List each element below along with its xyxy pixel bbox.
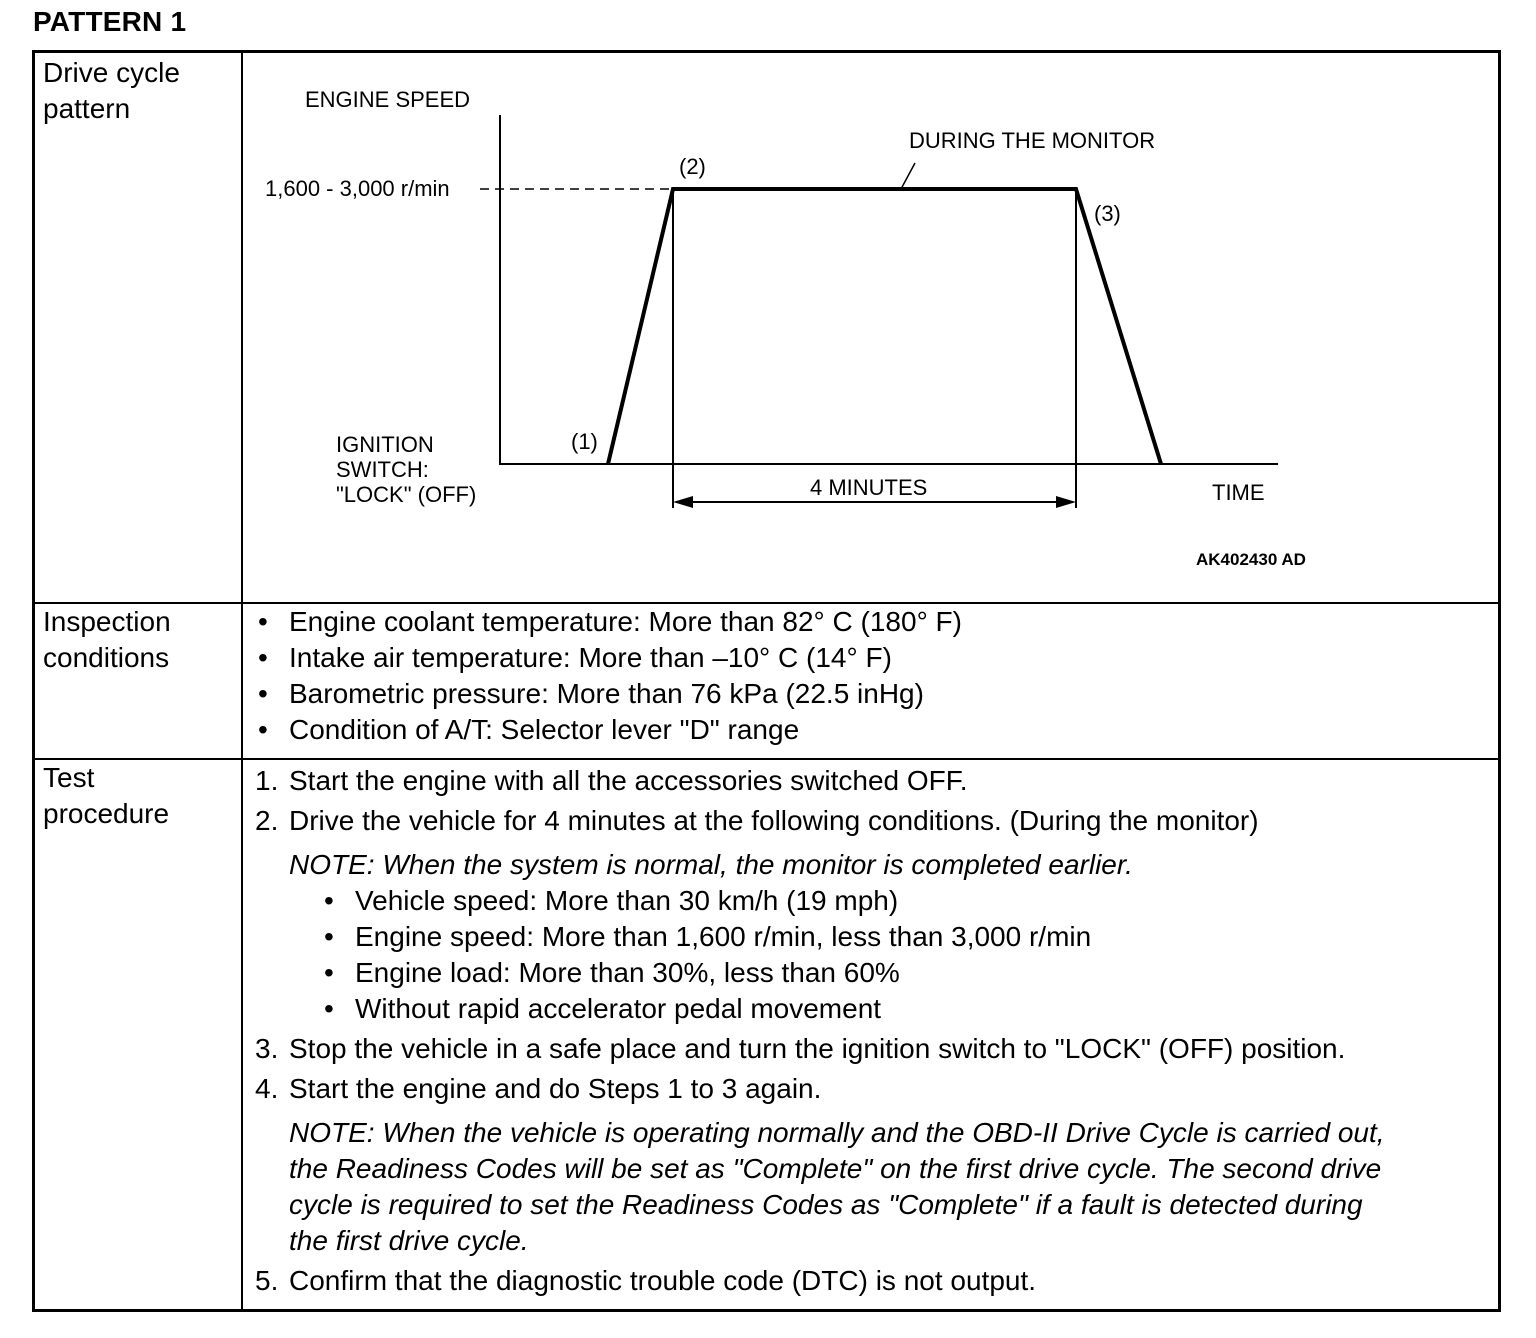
note-line: cycle is required to set the Readiness Codes as "Complete" if a fault is detected during: [289, 1189, 1363, 1220]
drive-cycle-table: [32, 50, 1501, 1312]
note-line: the first drive cycle.: [289, 1225, 529, 1256]
list-item: • Engine load: More than 30%, less than 60%: [321, 955, 1488, 991]
list-item: • Condition of A/T: Selector lever "D" range: [255, 712, 1488, 748]
ignition-label-line1: IGNITION: [336, 432, 434, 457]
step-number: 1.: [255, 765, 279, 796]
point-1-label: (1): [571, 429, 598, 454]
test-label-line1: Test: [43, 762, 95, 793]
step-text: Start the engine with all the accessories switched OFF.: [289, 765, 968, 796]
duration-arrow-right-head: [1056, 496, 1076, 508]
list-item: • Engine speed: More than 1,600 r/min, less than 3,000 r/min: [321, 919, 1488, 955]
step-text: Confirm that the diagnostic trouble code (DTC) is not output.: [289, 1265, 1037, 1296]
point-2-label: (2): [679, 154, 706, 179]
procedure-step-5: [255, 1263, 1488, 1299]
page-title: PATTERN 1: [33, 6, 187, 37]
test-procedure-cell: [255, 763, 1488, 1303]
x-axis-label: TIME: [1212, 480, 1265, 505]
monitor-leader-line: [901, 163, 915, 189]
list-item: • Engine coolant temperature: More than 82° C (180° F): [255, 604, 1488, 640]
ignition-label-line2: SWITCH:: [336, 457, 429, 482]
step-number: 5.: [255, 1265, 279, 1296]
inspection-label-line2: conditions: [43, 642, 170, 673]
inspection-conditions-list: [255, 604, 1488, 748]
note-line: NOTE: When the vehicle is operating normally and the OBD-II Drive Cycle is carried out,: [289, 1117, 1385, 1148]
duration-label: 4 MINUTES: [810, 475, 928, 500]
drive-cycle-diagram: [243, 53, 1493, 601]
procedure-step-3: [255, 1031, 1488, 1067]
row-divider-2: [35, 758, 1498, 760]
step-number: 3.: [255, 1033, 279, 1064]
test-label: [43, 760, 233, 832]
drive-cycle-label-line2: pattern: [43, 93, 131, 124]
test-label-line2: procedure: [43, 798, 170, 829]
figure-code: AK402430 AD: [1196, 550, 1306, 569]
drive-cycle-label-line1: Drive cycle: [43, 57, 180, 88]
list-item: • Intake air temperature: More than –10° C (14° F): [255, 640, 1488, 676]
list-item: • Without rapid accelerator pedal movement: [321, 991, 1488, 1027]
drive-cycle-label: [43, 55, 233, 127]
step-number: 2.: [255, 805, 279, 836]
monitor-label: DURING THE MONITOR: [909, 128, 1156, 153]
step-number: 4.: [255, 1073, 279, 1104]
test-procedure-steps: [255, 763, 1488, 1299]
step-2-conditions-list: [289, 883, 1488, 1027]
ignition-label-line3: "LOCK" (OFF): [336, 482, 477, 507]
inspection-conditions-cell: [255, 604, 1488, 748]
step-text: Drive the vehicle for 4 minutes at the following conditions. (During the monitor): [289, 805, 1259, 836]
step-2-note: NOTE: When the system is normal, the monitor is completed earlier.: [289, 849, 1133, 880]
step-text: Stop the vehicle in a safe place and turn the ignition switch to "LOCK" (OFF) position.: [289, 1033, 1346, 1064]
procedure-step-4: [255, 1071, 1488, 1259]
note-line: the Readiness Codes will be set as "Complete" on the first drive cycle. The second drive: [289, 1153, 1382, 1184]
inspection-label: [43, 604, 233, 676]
list-item: • Barometric pressure: More than 76 kPa (22.5 inHg): [255, 676, 1488, 712]
step-4-note: [289, 1115, 1488, 1259]
speed-range-label: 1,600 - 3,000 r/min: [265, 176, 450, 201]
list-item: • Vehicle speed: More than 30 km/h (19 mph): [321, 883, 1488, 919]
procedure-step-2: [255, 803, 1488, 1027]
procedure-step-1: [255, 763, 1488, 799]
engine-speed-trace: [608, 189, 1161, 464]
inspection-label-line1: Inspection: [43, 606, 171, 637]
y-axis-label: ENGINE SPEED: [305, 87, 471, 112]
duration-arrow-left-head: [673, 496, 693, 508]
step-text: Start the engine and do Steps 1 to 3 again.: [289, 1073, 822, 1104]
point-3-label: (3): [1094, 201, 1121, 226]
